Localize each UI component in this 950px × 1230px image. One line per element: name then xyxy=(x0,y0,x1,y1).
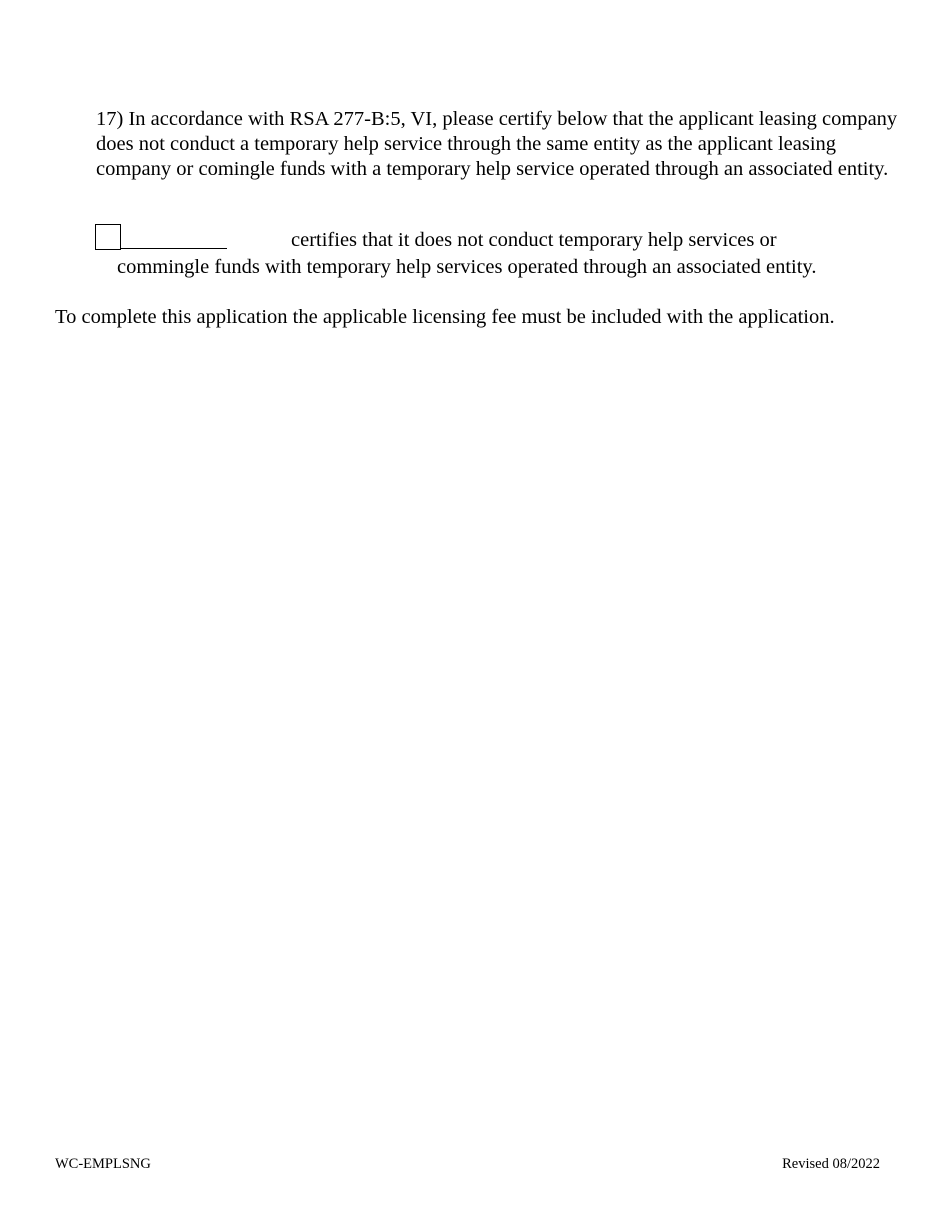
certification-row xyxy=(95,224,915,252)
company-name-blank[interactable] xyxy=(121,224,227,249)
certification-text-line-2: commingle funds with temporary help services operated through an associated entity. xyxy=(117,256,817,278)
certification-checkbox[interactable] xyxy=(95,224,121,250)
question-17-text: 17) In accordance with RSA 277-B:5, VI, please certify below that the applicant leasing company does not conduct a temporary help service through the same entity as the applicant leasing company or comingle funds with a temporary help service operated through an associated entity. xyxy=(96,108,898,180)
revision-date: Revised 08/2022 xyxy=(782,1156,880,1172)
form-code: WC-EMPLSNG xyxy=(55,1156,151,1172)
certification-text-line-1: certifies that it does not conduct temporary help services or xyxy=(291,229,777,251)
licensing-fee-note: To complete this application the applicable licensing fee must be included with the application. xyxy=(55,306,835,328)
